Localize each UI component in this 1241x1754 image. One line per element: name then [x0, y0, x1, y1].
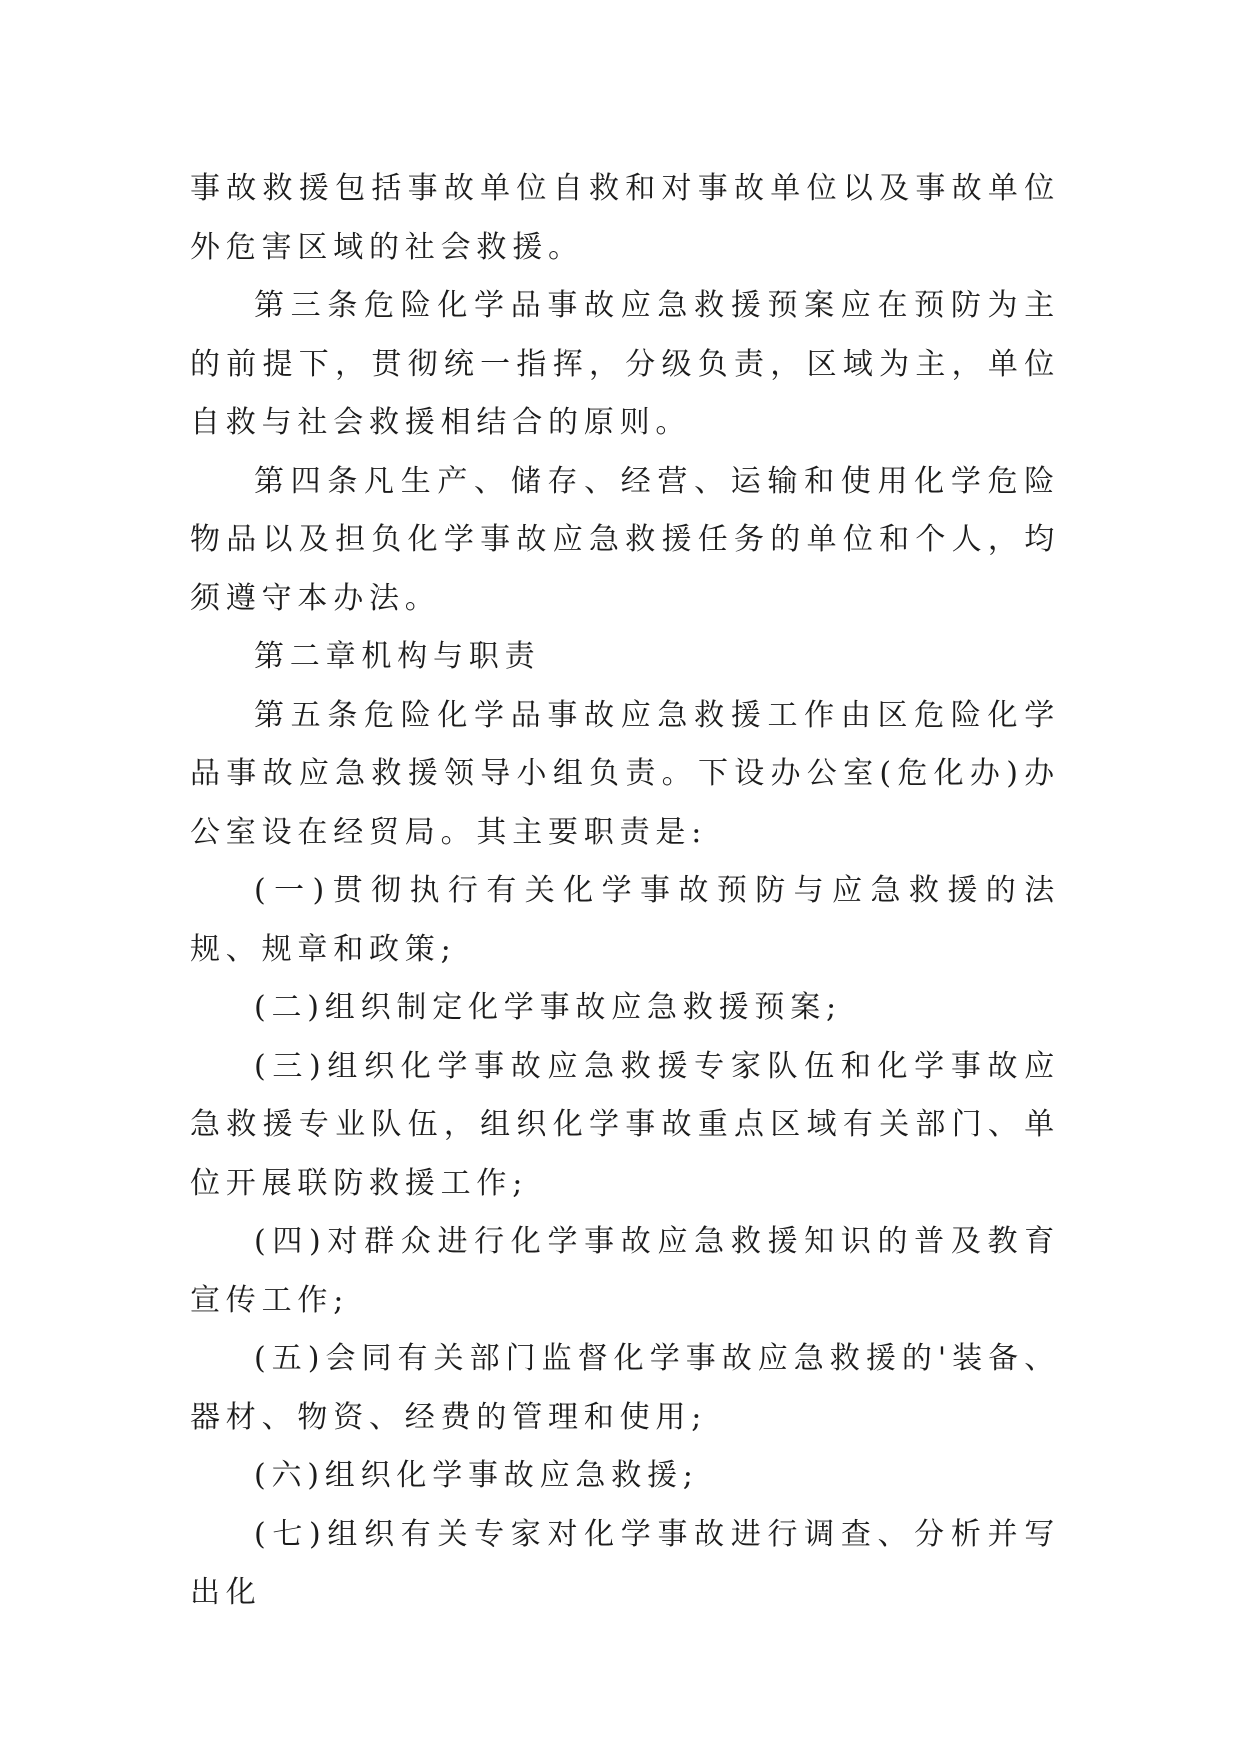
- duty-item-2: (二)组织制定化学事故应急救援预案;: [254, 990, 842, 1025]
- duty-item-5: (五)会同有关部门监督化学事故应急救援的'装备、器材、物资、经费的管理和使用;: [190, 1341, 1060, 1435]
- duty-item-6: (六)组织化学事故应急救援;: [254, 1458, 699, 1493]
- document-body: [190, 160, 1060, 1623]
- paragraph-rescue-scope: 事故救援包括事故单位自救和对事故单位以及事故单位外危害区域的社会救援。: [190, 171, 1060, 265]
- chapter-heading-2: 第二章机构与职责: [254, 639, 541, 674]
- duty-item-1: (一)贯彻执行有关化学事故预防与应急救援的法规、规章和政策;: [190, 873, 1060, 967]
- duty-item-3: (三)组织化学事故应急救援专家队伍和化学事故应急救援专业队伍，组织化学事故重点区域有关部门、单位开展联防救援工作;: [190, 1048, 1060, 1201]
- paragraph-article-4: 第四条凡生产、储存、经营、运输和使用化学危险物品以及担负化学事故应急救援任务的单位和个人，均须遵守本办法。: [190, 463, 1060, 616]
- paragraph-article-3: 第三条危险化学品事故应急救援预案应在预防为主的前提下，贯彻统一指挥，分级负责，区域为主，单位自救与社会救援相结合的原则。: [190, 288, 1060, 440]
- duty-item-4: (四)对群众进行化学事故应急救援知识的普及教育宣传工作;: [190, 1224, 1060, 1318]
- paragraph-article-5: 第五条危险化学品事故应急救援工作由区危险化学品事故应急救援领导小组负责。下设办公室(危化办)办公室设在经贸局。其主要职责是:: [190, 697, 1060, 850]
- duty-item-7: (七)组织有关专家对化学事故进行调查、分析并写出化: [190, 1516, 1060, 1610]
